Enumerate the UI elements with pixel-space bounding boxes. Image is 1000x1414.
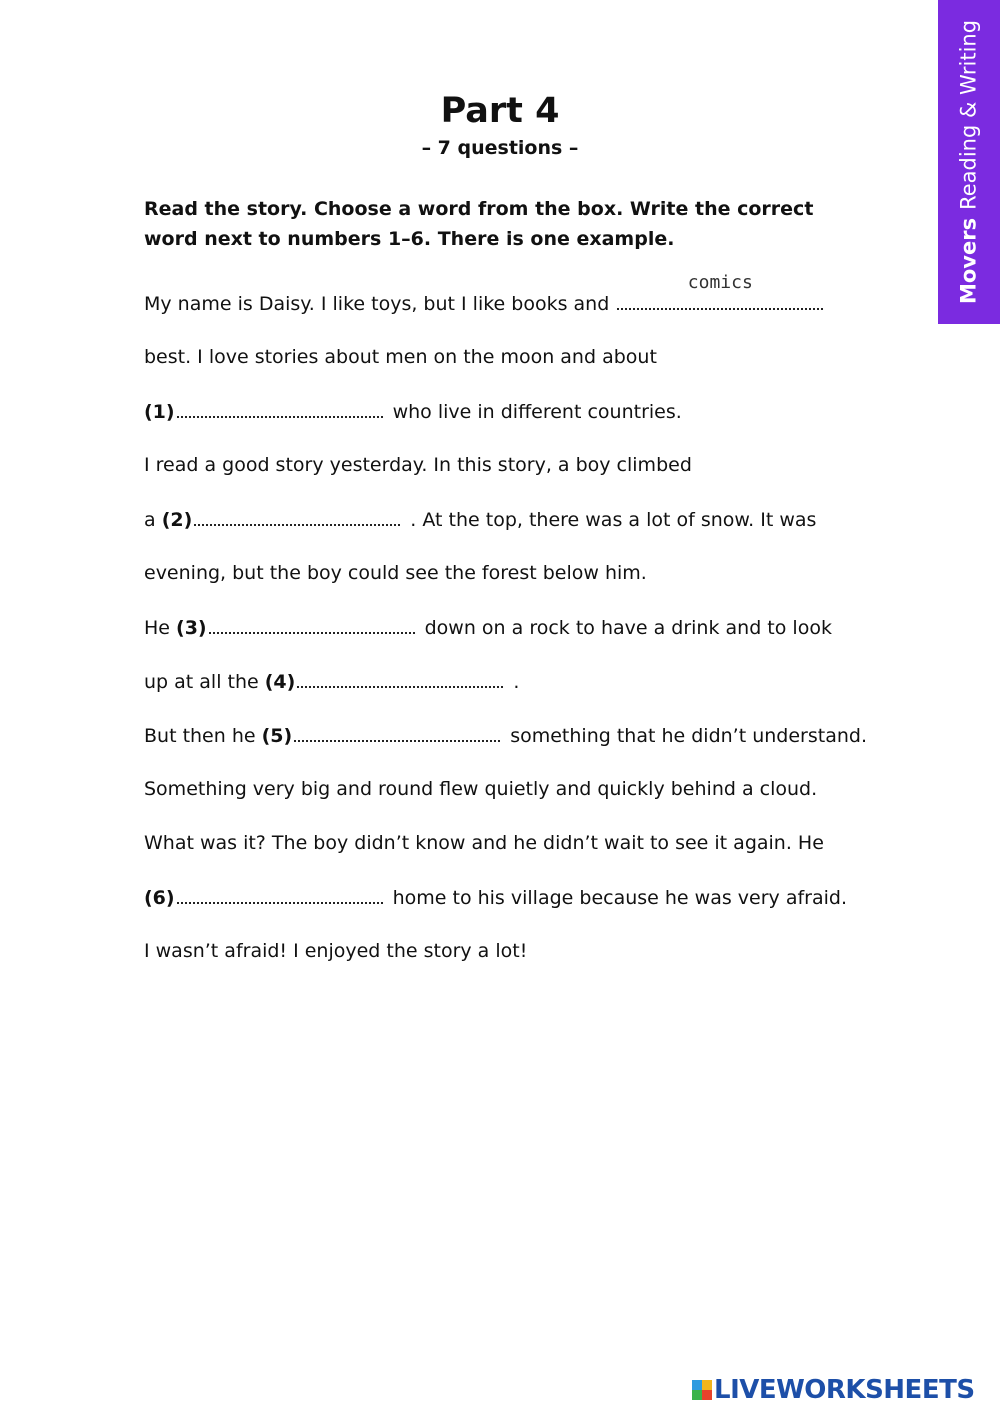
level-label: Movers (956, 217, 981, 305)
story-text: down on a rock to have a drink and to look (424, 617, 832, 639)
story-text: home to his village because he was very afraid. (392, 887, 847, 909)
story-line-9 (144, 722, 867, 749)
story-text: a (144, 509, 156, 531)
page-subtitle: – 7 questions – (421, 137, 579, 159)
story-line-6: evening, but the boy could see the forest below him. (144, 562, 647, 584)
story-line-3 (144, 398, 682, 425)
story-line-12 (144, 884, 847, 911)
answer-blank-2[interactable] (194, 506, 400, 526)
question-number-1: (1) (144, 401, 175, 423)
story-text: My name is Daisy. I like toys, but I like books and (144, 293, 610, 315)
answer-blank-5[interactable] (294, 722, 500, 742)
story-line-11: What was it? The boy didn’t know and he didn’t wait to see it again. He (144, 832, 824, 854)
question-number-6: (6) (144, 887, 175, 909)
section-label: Reading & Writing (956, 19, 981, 210)
side-tab-label (956, 19, 981, 305)
story-line-10: Something very big and round flew quietly and quickly behind a cloud. (144, 778, 818, 800)
page-title: Part 4 (440, 91, 560, 131)
story-text: up at all the (144, 671, 259, 693)
story-line-1 (144, 272, 833, 317)
story-text: who live in different countries. (392, 401, 682, 423)
liveworksheets-logo (692, 1377, 975, 1403)
level-side-tab (938, 0, 1000, 324)
question-number-5: (5) (261, 725, 293, 747)
story-text: something that he didn’t understand. (510, 725, 867, 747)
story-text: But then he (144, 725, 256, 747)
example-blank (617, 272, 823, 310)
answer-blank-3[interactable] (209, 614, 415, 634)
logo-text: LIVEWORKSHEETS (714, 1375, 975, 1405)
question-number-4: (4) (264, 671, 296, 693)
answer-blank-6[interactable] (177, 884, 383, 904)
answer-blank-4[interactable] (297, 668, 503, 688)
question-number-3: (3) (176, 617, 207, 639)
story-text: . At the top, there was a lot of snow. It was (410, 509, 817, 531)
question-number-2: (2) (161, 509, 193, 531)
story-line-7 (144, 614, 832, 641)
story-line-4: I read a good story yesterday. In this story, a boy climbed (144, 454, 692, 476)
answer-blank-1[interactable] (177, 398, 383, 418)
story-text: . (513, 671, 520, 693)
story-line-8 (144, 668, 519, 695)
story-line-13: I wasn’t afraid! I enjoyed the story a lot! (144, 940, 528, 962)
example-answer: comics (687, 272, 753, 293)
instructions: Read the story. Choose a word from the box. Write the correct word next to numbers 1–6. There is one example. (144, 198, 814, 250)
story-line-2: best. I love stories about men on the moon and about (144, 346, 657, 368)
story-text: He (144, 617, 170, 639)
story-line-5 (144, 506, 816, 533)
logo-grid-icon (692, 1380, 712, 1400)
